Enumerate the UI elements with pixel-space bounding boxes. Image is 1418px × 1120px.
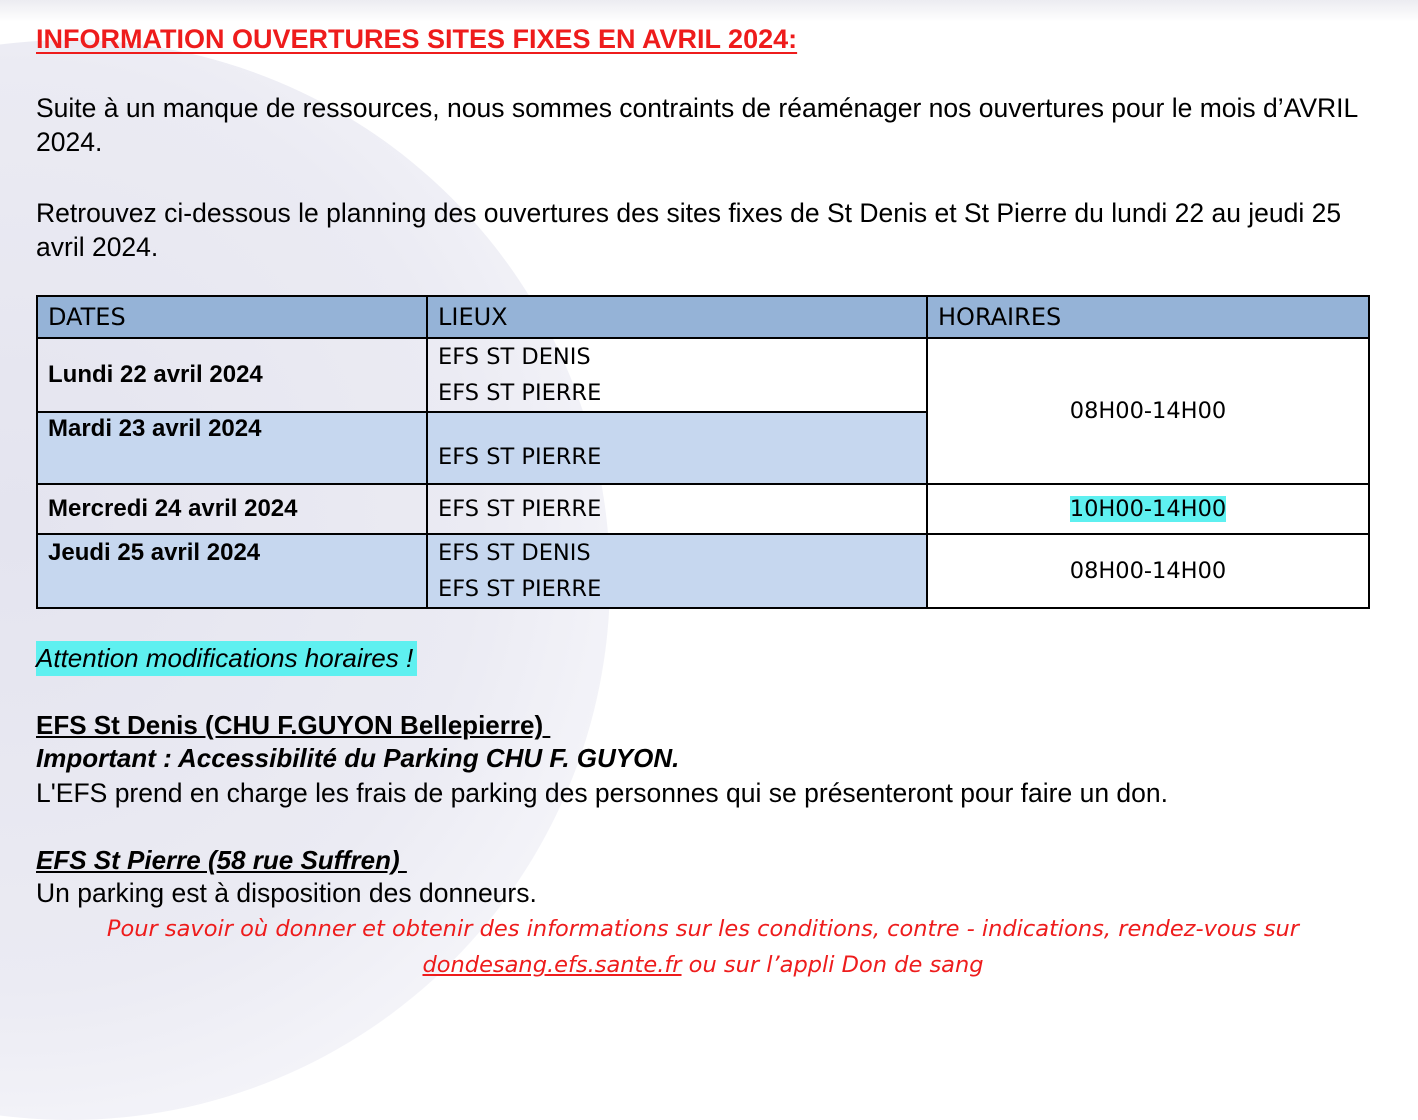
intro-paragraph-2: Retrouvez ci-dessous le planning des ouvertures des sites fixes de St Denis et St Pierre du lundi 22 au jeudi 25 avril 2024. — [36, 198, 1342, 262]
date-cell: Mardi 23 avril 2024 — [37, 412, 427, 484]
dondesang-link[interactable]: dondesang.efs.sante.fr — [422, 952, 682, 978]
header-lieux: LIEUX — [427, 296, 927, 338]
header-horaires: HORAIRES — [927, 296, 1369, 338]
date-cell: Jeudi 25 avril 2024 — [37, 534, 427, 608]
st-denis-text: L'EFS prend en charge les frais de parking des personnes qui se présenteront pour faire un don. — [36, 778, 1169, 808]
st-pierre-text: Un parking est à disposition des donneurs. — [36, 878, 537, 908]
intro-paragraph-1: Suite à un manque de ressources, nous sommes contraints de réaménager nos ouvertures pour le mois d’AVRIL 2024. — [36, 93, 1358, 157]
lieu-item: EFS ST PIERRE — [438, 444, 602, 470]
highlighted-horaire: 10H00-14H00 — [1069, 496, 1227, 522]
schedule-table — [36, 295, 1370, 609]
st-pierre-heading: EFS St Pierre (58 rue Suffren) — [36, 845, 407, 875]
horaires-cell: 08H00-14H00 — [927, 534, 1369, 608]
footer-line-2-rest: ou sur l’appli Don de sang — [681, 952, 984, 978]
lieux-cell — [427, 534, 927, 608]
lieu-item: EFS ST PIERRE — [438, 576, 602, 602]
lieux-cell — [427, 412, 927, 484]
lieux-cell — [427, 338, 927, 412]
header-dates: DATES — [37, 296, 427, 338]
lieu-item: EFS ST DENIS — [438, 344, 591, 370]
table-header-row — [37, 296, 1369, 338]
horaires-cell — [927, 484, 1369, 534]
attention-notice: Attention modifications horaires ! — [36, 641, 417, 676]
lieu-item: EFS ST PIERRE — [438, 380, 602, 406]
lieu-item: EFS ST PIERRE — [438, 496, 602, 522]
date-cell: Lundi 22 avril 2024 — [37, 338, 427, 412]
footer-line-1: Pour savoir où donner et obtenir des informations sur les conditions, contre - indications, rendez-vous sur — [106, 916, 1300, 942]
date-cell: Mercredi 24 avril 2024 — [37, 484, 427, 534]
document-title: INFORMATION OUVERTURES SITES FIXES EN AVRIL 2024: — [36, 24, 798, 54]
horaires-cell: 08H00-14H00 — [927, 338, 1369, 484]
st-denis-important: Important : Accessibilité du Parking CHU F. GUYON. — [36, 743, 680, 773]
table-row — [37, 338, 1369, 412]
lieux-cell — [427, 484, 927, 534]
footer-line-2 — [36, 952, 1370, 978]
lieu-item: EFS ST DENIS — [438, 540, 591, 566]
table-row — [37, 484, 1369, 534]
st-denis-heading: EFS St Denis (CHU F.GUYON Bellepierre) — [36, 710, 551, 740]
table-row — [37, 534, 1369, 608]
